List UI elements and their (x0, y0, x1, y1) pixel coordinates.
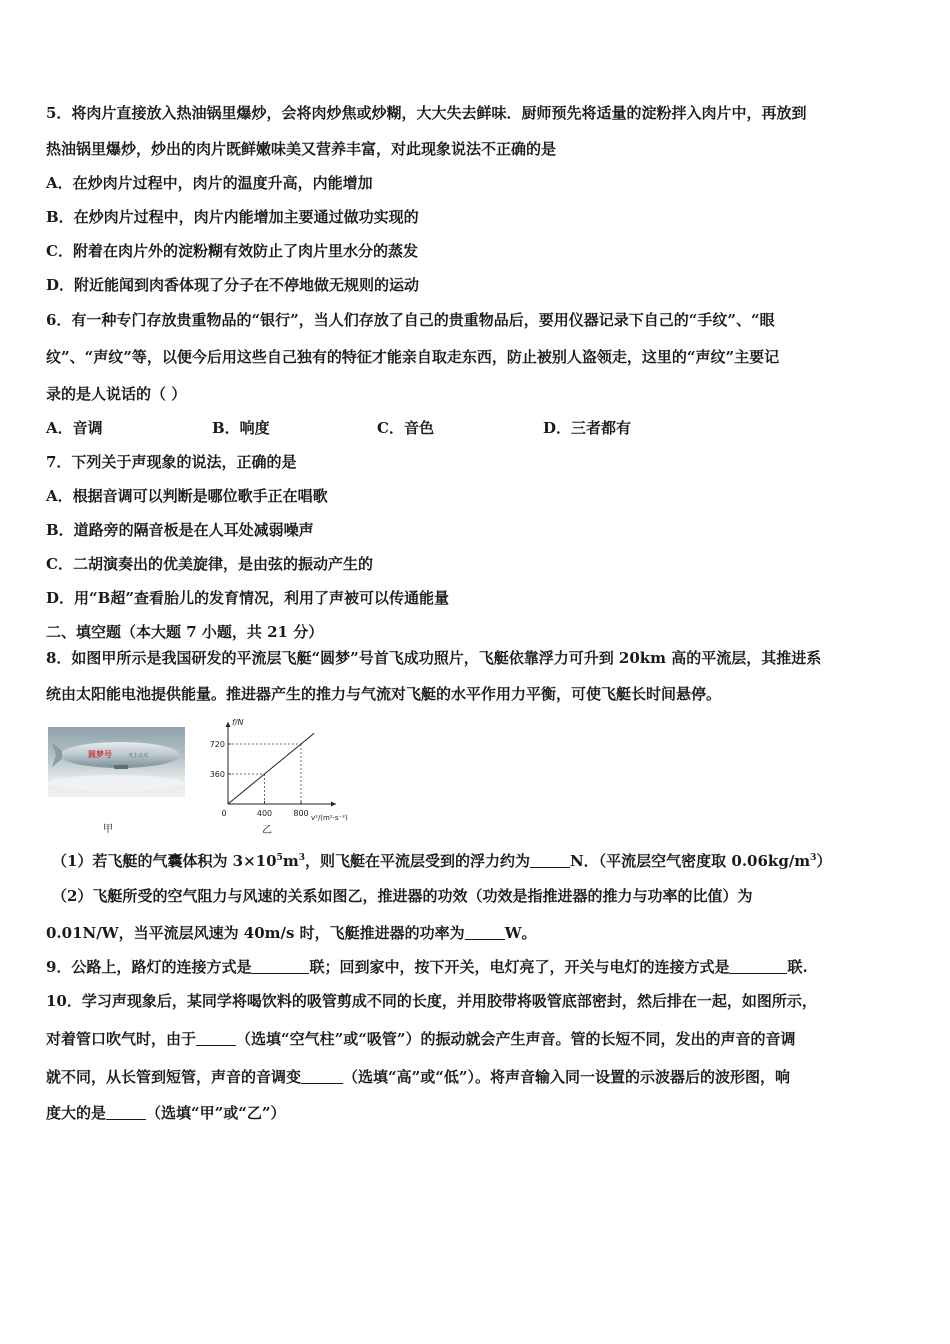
q10-stem-line2 (46, 1029, 796, 1049)
y-tick-label-720: 720 (209, 740, 225, 749)
q9-answer-blank-1[interactable] (251, 959, 309, 974)
q9-text-a: 9．公路上，路灯的连接方式是 (46, 958, 252, 976)
q8-sub2-line2 (46, 923, 537, 943)
q8-sub1-text-b: m (282, 852, 299, 870)
q10-stem-line3 (46, 1067, 790, 1087)
q7-option-d: D．用“B超”查看胎儿的发育情况，利用了声被可以传通能量 (46, 589, 449, 607)
q5-option-a: A．在炒肉片过程中，肉片的温度升高，内能增加 (46, 174, 373, 192)
q10-answer-blank-2[interactable] (301, 1069, 343, 1084)
x-tick-label-0: 0 (221, 809, 227, 818)
q8-sub2-text-a: 0.01N/W，当平流层风速为 40m/s 时，飞艇推进器的功率为 (46, 924, 465, 942)
q6-stem-line1: 6．有一种专门存放贵重物品的“银行”，当人们存放了自己的贵重物品后，要用仪器记录下自己的“手纹”、“眼 (46, 311, 775, 329)
q7-option-a: A．根据音调可以判断是哪位歌手正在唱歌 (46, 487, 328, 505)
q5-stem-line1: 5．将肉片直接放入热油锅里爆炒，会将肉炒焦或炒糊，大大失去鲜味．厨师预先将适量的淀粉拌入肉片中，再放到 (46, 104, 807, 122)
q9-answer-blank-2[interactable] (729, 959, 787, 974)
q6-option-a: A．音调 (46, 419, 103, 437)
y-axis-arrow (226, 722, 231, 727)
x-tick-label-400: 400 (256, 809, 273, 818)
q10-answer-blank-3[interactable] (106, 1105, 146, 1120)
q8-sub1-text-d: N．（平流层空气密度取 0.06kg/m (569, 852, 811, 870)
q8-sub2-line1: （2）飞艇所受的空气阻力与风速的关系如图乙，推进器的功效（功效是指推进器的推力与功率的比值）为 (52, 887, 753, 905)
q8-stem-line1: 8．如图甲所示是我国研发的平流层飞艇“圆梦”号首飞成功照片，飞艇依靠浮力可升到 20km 高的平流层，其推进系 (46, 649, 822, 667)
q5-stem-line2: 热油锅里爆炒，炒出的肉片既鲜嫩味美又营养丰富，对此现象说法不正确的是 (46, 140, 557, 158)
q7-option-c: C．二胡演奏出的优美旋律，是由弦的振动产生的 (46, 555, 373, 573)
q10-text-3a: 就不同，从长管到短管，声音的音调变 (46, 1068, 302, 1086)
airship-illustration (48, 727, 185, 797)
q9-text-b: 联；回到家中，按下开关，电灯亮了，开关与电灯的连接方式是 (309, 958, 730, 976)
x-tick-label-800: 800 (293, 809, 309, 818)
q8-sub1-answer-blank[interactable] (530, 853, 570, 868)
q7-option-b: B．道路旁的隔音板是在人耳处减弱噪声 (46, 521, 314, 539)
q8-sub1-text-c: ，则飞艇在平流层受到的浮力约为 (304, 852, 530, 870)
figure-a-label: 甲 (103, 824, 113, 835)
q8-sub2-answer-blank[interactable] (465, 925, 505, 940)
q6-stem-line2: 纹”、“声纹”等，以便今后用这些自己独有的特征才能亲自取走东西，防止被别人盗领走，这里的“声纹”主要记 (46, 348, 780, 366)
q10-text-4a: 度大的是 (46, 1104, 107, 1122)
q5-option-d: D．附近能闻到肉香体现了分子在不停地做无规则的运动 (46, 276, 420, 294)
q10-stem-line4 (46, 1103, 286, 1123)
q10-stem-line1: 10．学习声现象后，某同学将喝饮料的吸管剪成不同的长度，并用胶带将吸管底部密封，然后排在一起，如图所示， (46, 992, 817, 1010)
q9-line (46, 957, 808, 977)
q8-sub1-text-a: （1）若飞艇的气囊体积为 3×10 (52, 852, 277, 870)
q10-text-2b: （选填“空气柱”或“吸管”）的振动就会产生声音。管的长短不同，发出的声音的音调 (236, 1030, 796, 1048)
q10-text-3b: （选填“高”或“低”）。将声音输入同一设置的示波器后的波形图，响 (343, 1068, 791, 1086)
q7-stem: 7．下列关于声现象的说法，正确的是 (46, 453, 297, 471)
q5-option-c: C．附着在肉片外的淀粉糊有效防止了肉片里水分的蒸发 (46, 242, 418, 260)
airship-photo (48, 727, 185, 797)
q9-text-c: 联. (787, 958, 808, 976)
airship-name-text: 圆梦号 (88, 750, 112, 759)
q10-text-2a: 对着管口吹气时，由于 (46, 1030, 197, 1048)
q8-sub1-exp1: 5 (276, 853, 283, 863)
q6-option-d: D．三者都有 (543, 419, 632, 437)
airship-gondola (114, 765, 128, 769)
q8-sub1-exp3: 3 (810, 853, 817, 863)
figure-b-label: 乙 (262, 825, 272, 836)
q5-option-b: B．在炒肉片过程中，肉片内能增加主要通过做功实现的 (46, 208, 419, 226)
y-axis-label: f/N (232, 718, 244, 727)
q10-answer-blank-1[interactable] (196, 1031, 236, 1046)
q8-sub1-exp2: 3 (298, 853, 305, 863)
q8-sub1-text-e: ） (816, 852, 832, 870)
airship-tail (52, 743, 62, 767)
q10-text-4b: （选填“甲”或“乙”） (146, 1104, 286, 1122)
q8-sub1 (52, 851, 831, 871)
q8-stem-line2: 统由太阳能电池提供能量。推进器产生的推力与气流对飞艇的水平作用力平衡，可使飞艇长时间悬停。 (46, 685, 722, 703)
airship-hull (60, 742, 180, 768)
q6-option-c: C．音色 (377, 419, 434, 437)
q6-option-b: B．响度 (212, 419, 270, 437)
x-axis-arrow (331, 802, 336, 807)
x-axis-label: v²/(m²·s⁻²) (311, 814, 348, 822)
section-title-fill-in: 二、填空题（本大题 7 小题，共 21 分） (46, 623, 324, 641)
q8-sub2-text-b: W。 (504, 924, 537, 942)
y-tick-label-360: 360 (209, 770, 225, 779)
drag-force-chart (196, 712, 356, 832)
q6-stem-line3: 录的是人说话的（ ） (46, 385, 187, 403)
airship-small-text: 天上云天 (128, 753, 149, 759)
